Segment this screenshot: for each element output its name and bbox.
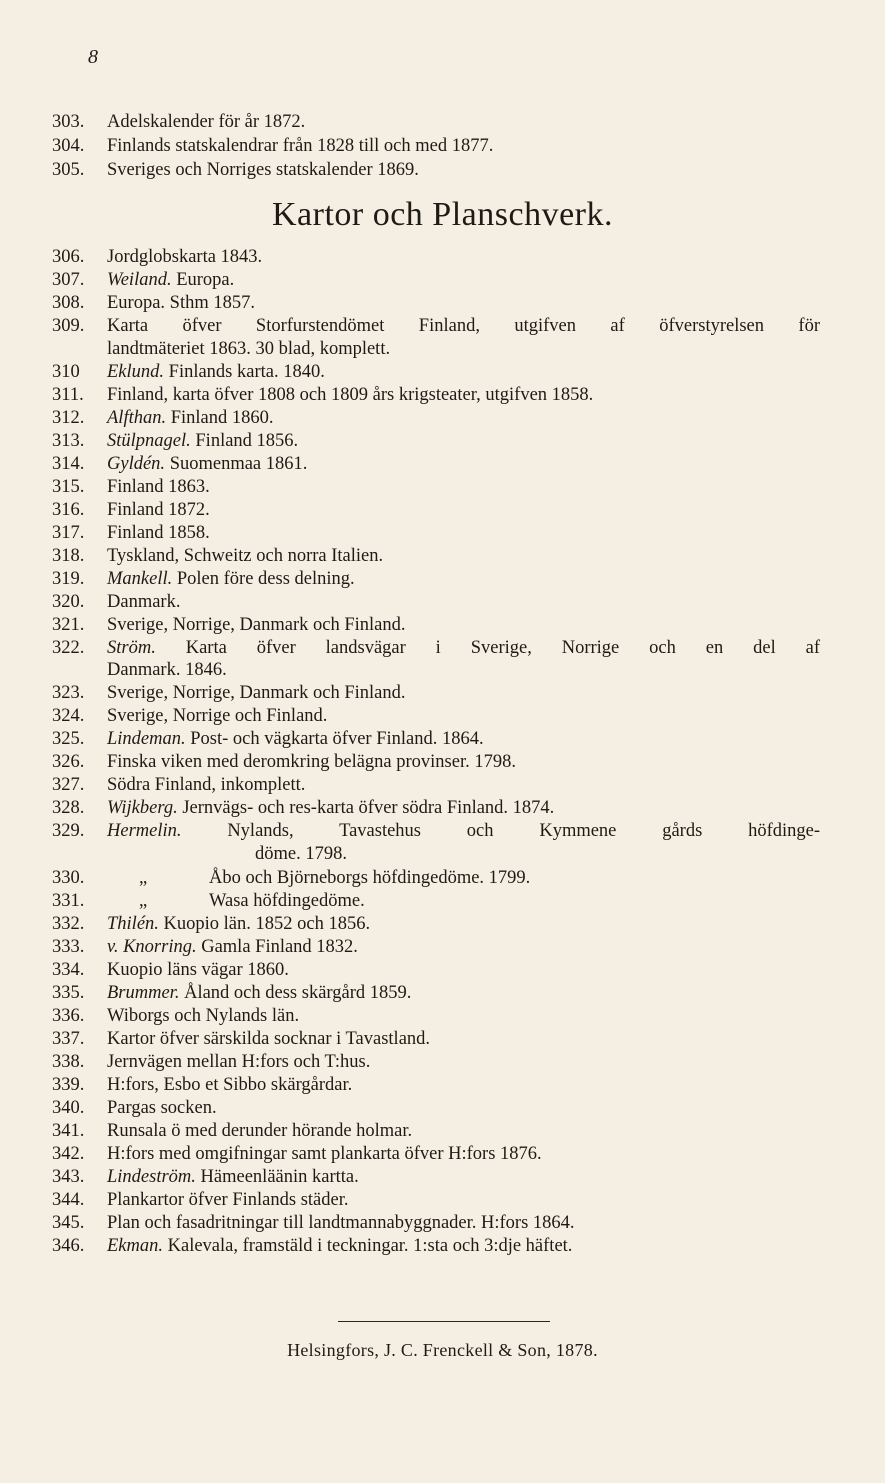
entry-author: Brummer. xyxy=(107,983,180,1003)
entry-number: 336. xyxy=(52,1006,85,1026)
entry-author: Weiland. xyxy=(107,270,172,290)
entry-author: Alfthan. xyxy=(107,408,167,428)
catalog-entry xyxy=(52,935,822,959)
entry-number: 330. xyxy=(52,868,85,888)
entry-title: Post- och vägkarta öfver Finland. 1864. xyxy=(190,729,484,749)
entry-title: Sveriges och Norriges statskalender 1869. xyxy=(107,160,419,180)
entry-text xyxy=(107,1165,359,1189)
entry-number: 312. xyxy=(52,408,85,428)
entry-title: Plankartor öfver Finlands städer. xyxy=(107,1190,349,1210)
catalog-entry xyxy=(52,521,822,545)
entry-number: 329. xyxy=(52,821,85,841)
catalog-entry xyxy=(52,158,822,182)
entry-number: 321. xyxy=(52,615,85,635)
entry-title: Finlands karta. 1840. xyxy=(168,362,325,382)
entry-text xyxy=(107,521,210,545)
entry-number: 346. xyxy=(52,1236,85,1256)
entry-number: 345. xyxy=(52,1213,85,1233)
entry-number: 339. xyxy=(52,1075,85,1095)
entry-text xyxy=(107,406,274,430)
entry-author: Lindeström. xyxy=(107,1167,196,1187)
entry-title: Wiborgs och Nylands län. xyxy=(107,1006,300,1026)
page-number: 8 xyxy=(88,46,98,68)
catalog-entry xyxy=(52,636,822,660)
entry-text xyxy=(107,567,355,591)
catalog-entry xyxy=(52,291,822,315)
entry-title: Europa. xyxy=(176,270,235,290)
entry-title: Karta öfver landsvägar i Sverige, Norrige och en del af xyxy=(185,638,820,658)
entry-number: 314. xyxy=(52,454,85,474)
entry-text xyxy=(107,291,255,315)
entry-text xyxy=(107,1073,352,1097)
entry-text xyxy=(107,158,419,182)
catalog-entry xyxy=(52,704,822,728)
entry-text xyxy=(107,796,554,820)
entry-author: Mankell. xyxy=(107,569,173,589)
entry-author: v. Knorring. xyxy=(107,937,197,957)
entry-text xyxy=(107,314,820,338)
entry-text xyxy=(107,866,530,890)
entry-text xyxy=(107,268,234,292)
entry-title: Finland 1856. xyxy=(195,431,299,451)
entry-text xyxy=(107,590,180,614)
catalog-entry xyxy=(52,613,822,637)
entry-title: Tyskland, Schweitz och norra Italien. xyxy=(107,546,384,566)
catalog-entry xyxy=(52,383,822,407)
entry-text xyxy=(107,110,305,134)
entry-text xyxy=(107,889,365,913)
entry-title: Finska viken med deromkring belägna provinser. 1798. xyxy=(107,752,516,772)
entry-title: Åbo och Björneborgs höfdingedöme. 1799. xyxy=(209,868,531,888)
entry-number: 308. xyxy=(52,293,85,313)
entry-continuation xyxy=(52,842,822,866)
entry-title: Nylands, Tavastehus och Kymmene gårds höfdinge- xyxy=(227,821,820,841)
entry-author: Lindeman. xyxy=(107,729,186,749)
catalog-entry xyxy=(52,245,822,269)
entry-text xyxy=(107,935,358,959)
entry-author: Wijkberg. xyxy=(107,798,178,818)
catalog-entry xyxy=(52,475,822,499)
entry-title: Gamla Finland 1832. xyxy=(201,937,358,957)
catalog-entry xyxy=(52,268,822,292)
entry-text xyxy=(107,819,820,843)
entry-author: Eklund. xyxy=(107,362,165,382)
catalog-entry xyxy=(52,1165,822,1189)
entry-title: Europa. Sthm 1857. xyxy=(107,293,255,313)
entry-continuation xyxy=(52,658,822,682)
entry-author: Ström. xyxy=(107,638,156,658)
entry-text xyxy=(107,134,493,158)
entry-number: 332. xyxy=(52,914,85,934)
entry-title: Danmark. xyxy=(107,592,181,612)
entry-text xyxy=(107,1142,542,1166)
catalog-entry xyxy=(52,796,822,820)
catalog-entry xyxy=(52,727,822,751)
entry-number: 316. xyxy=(52,500,85,520)
entry-number: 317. xyxy=(52,523,85,543)
entry-title: Sverige, Norrige, Danmark och Finland. xyxy=(107,615,406,635)
entry-number: 327. xyxy=(52,775,85,795)
catalog-entry xyxy=(52,360,822,384)
entry-number: 337. xyxy=(52,1029,85,1049)
catalog-entry xyxy=(52,110,822,134)
entry-text xyxy=(107,360,325,384)
entry-number: 319. xyxy=(52,569,85,589)
catalog-entry xyxy=(52,590,822,614)
entry-number: 305. xyxy=(52,160,85,180)
entry-number: 303. xyxy=(52,112,85,132)
catalog-entry xyxy=(52,750,822,774)
entry-number: 326. xyxy=(52,752,85,772)
entry-title: Kartor öfver särskilda socknar i Tavastland. xyxy=(107,1029,431,1049)
entry-author: Thilén. xyxy=(107,914,159,934)
entry-number: 320. xyxy=(52,592,85,612)
entry-title: Polen före dess delning. xyxy=(176,569,355,589)
ditto-mark: „ xyxy=(139,868,148,888)
catalog-entry xyxy=(52,1096,822,1120)
entry-number: 334. xyxy=(52,960,85,980)
entry-number: 323. xyxy=(52,683,85,703)
entry-title: Finland 1872. xyxy=(107,500,210,520)
catalog-entry xyxy=(52,134,822,158)
catalog-entry xyxy=(52,452,822,476)
catalog-entry xyxy=(52,773,822,797)
entry-author: Stülpnagel. xyxy=(107,431,191,451)
entry-title: Finland 1858. xyxy=(107,523,210,543)
entry-number: 318. xyxy=(52,546,85,566)
entry-title: Karta öfver Storfurstendömet Finland, utgifven af öfverstyrelsen för xyxy=(107,316,820,336)
entry-title: Wasa höfdingedöme. xyxy=(209,891,365,911)
entry-continuation-text: Danmark. 1846. xyxy=(107,660,227,680)
entry-number: 338. xyxy=(52,1052,85,1072)
entry-text xyxy=(107,475,210,499)
entry-number: 340. xyxy=(52,1098,85,1118)
entry-text xyxy=(107,1027,430,1051)
entry-title: H:fors, Esbo et Sibbo skärgårdar. xyxy=(107,1075,353,1095)
catalog-entry xyxy=(52,1073,822,1097)
entry-continuation xyxy=(52,337,822,361)
entry-title: Kalevala, framstäld i teckningar. 1:sta och 3:dje häftet. xyxy=(167,1236,573,1256)
catalog-entry xyxy=(52,406,822,430)
entry-title: Södra Finland, inkomplett. xyxy=(107,775,306,795)
section-heading: Kartor och Planschverk. xyxy=(271,196,613,233)
catalog-entry xyxy=(52,889,822,913)
catalog-entry xyxy=(52,1188,822,1212)
entry-title: Jernvägen mellan H:fors och T:hus. xyxy=(107,1052,371,1072)
entry-text xyxy=(107,727,484,751)
catalog-entry xyxy=(52,681,822,705)
entry-title: Hämeenläänin kartta. xyxy=(200,1167,359,1187)
entry-number: 309. xyxy=(52,316,85,336)
entry-title: Pargas socken. xyxy=(107,1098,217,1118)
entry-title: Runsala ö med derunder hörande holmar. xyxy=(107,1121,413,1141)
entry-number: 341. xyxy=(52,1121,85,1141)
entry-number: 335. xyxy=(52,983,85,1003)
entry-title: Kuopio län. 1852 och 1856. xyxy=(163,914,371,934)
entry-number: 325. xyxy=(52,729,85,749)
entry-text xyxy=(107,981,411,1005)
entry-number: 315. xyxy=(52,477,85,497)
entry-number: 307. xyxy=(52,270,85,290)
entry-title: Finland 1860. xyxy=(170,408,274,428)
entry-author: Gyldén. xyxy=(107,454,166,474)
entry-number: 310 xyxy=(52,362,80,382)
entry-title: Jordglobskarta 1843. xyxy=(107,247,263,267)
entry-text xyxy=(107,383,593,407)
entry-title: Plan och fasadritningar till landtmannabyggnader. H:fors 1864. xyxy=(107,1213,575,1233)
entry-text xyxy=(107,544,383,568)
entry-title: Finlands statskalendrar från 1828 till och med 1877. xyxy=(107,136,494,156)
entry-text xyxy=(107,1096,217,1120)
catalog-entry xyxy=(52,981,822,1005)
catalog-entry xyxy=(52,1142,822,1166)
entry-text xyxy=(107,704,327,728)
entry-number: 342. xyxy=(52,1144,85,1164)
entry-title: Åland och dess skärgård 1859. xyxy=(184,983,412,1003)
entry-number: 304. xyxy=(52,136,85,156)
entry-number: 311. xyxy=(52,385,84,405)
entry-text xyxy=(107,429,298,453)
catalog-entry xyxy=(52,1119,822,1143)
entry-title: Sverige, Norrige, Danmark och Finland. xyxy=(107,683,406,703)
catalog-entry xyxy=(52,1234,822,1258)
catalog-entry xyxy=(52,819,822,843)
entry-text xyxy=(107,958,289,982)
entry-text xyxy=(107,1119,412,1143)
entry-text xyxy=(107,681,406,705)
entry-number: 322. xyxy=(52,638,85,658)
entry-number: 331. xyxy=(52,891,85,911)
entry-title: Finland, karta öfver 1808 och 1809 års krigsteater, utgifven 1858. xyxy=(107,385,594,405)
catalog-entry xyxy=(52,498,822,522)
entry-number: 333. xyxy=(52,937,85,957)
catalog-entry xyxy=(52,314,822,338)
entry-text xyxy=(107,613,406,637)
entry-title: H:fors med omgifningar samt plankarta öfver H:fors 1876. xyxy=(107,1144,542,1164)
entry-title: Sverige, Norrige och Finland. xyxy=(107,706,328,726)
entry-number: 343. xyxy=(52,1167,85,1187)
entry-author: Hermelin. xyxy=(107,821,182,841)
catalog-entry xyxy=(52,866,822,890)
entry-text xyxy=(107,452,307,476)
imprint: Helsingfors, J. C. Frenckell & Son, 1878. xyxy=(287,1340,598,1360)
entry-text xyxy=(107,498,210,522)
entry-number: 344. xyxy=(52,1190,85,1210)
entry-number: 324. xyxy=(52,706,85,726)
catalog-entry xyxy=(52,544,822,568)
footer-rule xyxy=(338,1321,550,1322)
entry-continuation-text: döme. 1798. xyxy=(255,844,347,864)
entry-text xyxy=(107,1188,348,1212)
entry-title: Jernvägs- och res-karta öfver södra Finland. 1874. xyxy=(182,798,555,818)
entry-text xyxy=(107,1211,575,1235)
entry-title: Finland 1863. xyxy=(107,477,210,497)
entry-text xyxy=(107,1004,299,1028)
entry-number: 306. xyxy=(52,247,85,267)
entry-title: Suomenmaa 1861. xyxy=(169,454,308,474)
entry-text xyxy=(107,245,262,269)
entry-text xyxy=(107,636,820,660)
entry-continuation-text: landtmäteriet 1863. 30 blad, komplett. xyxy=(107,339,391,359)
entry-number: 328. xyxy=(52,798,85,818)
catalog-entry xyxy=(52,1004,822,1028)
entry-number: 313. xyxy=(52,431,85,451)
catalog-entry xyxy=(52,429,822,453)
catalog-entry xyxy=(52,1211,822,1235)
entry-text xyxy=(107,1050,370,1074)
entry-text xyxy=(107,750,516,774)
catalog-entry xyxy=(52,958,822,982)
entry-author: Ekman. xyxy=(107,1236,163,1256)
catalog-entry xyxy=(52,567,822,591)
entry-text xyxy=(107,1234,572,1258)
catalog-entry xyxy=(52,1027,822,1051)
entry-text xyxy=(107,773,305,797)
catalog-entry xyxy=(52,1050,822,1074)
entry-title: Adelskalender för år 1872. xyxy=(107,112,306,132)
ditto-mark: „ xyxy=(139,891,148,911)
entry-text xyxy=(107,912,370,936)
entry-title: Kuopio läns vägar 1860. xyxy=(107,960,289,980)
catalog-entry xyxy=(52,912,822,936)
